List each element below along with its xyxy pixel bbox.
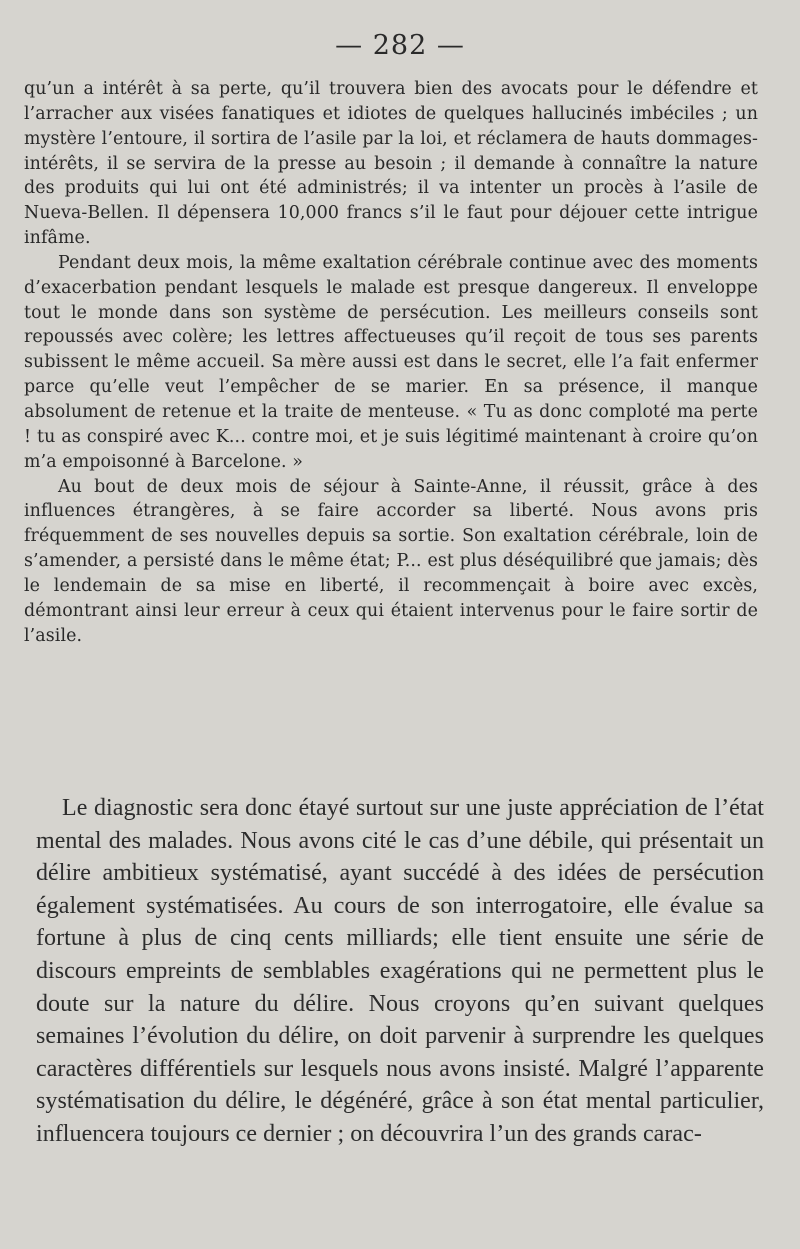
main-paragraph: Le diagnostic sera donc étayé surtout sur une juste appréciation de l’état mental des malades. Nous avons cité le cas d’une débile, qui présentait un délire ambitieux systématisé, ayant succédé à des idées de persécution également systématisées. Au cours de son interrogatoire, elle évalue sa fortune à plus de cinq cents milliards; elle tient ensuite une série de discours empreints de semblables exagérations qui ne permettent plus le doute sur la nature du délire. Nous croyons qu’en suivant quelques semaines l’évolution du délire, on doit parvenir à surprendre les quelques caractères différentiels sur lesquels nous avons insisté. Malgré l’apparente systématisation du délire, le dégénéré, grâce à son état mental particulier, influencera toujours ce dernier ; on découvrira l’un des grands carac- (36, 795, 764, 1147)
case-paragraph-3: Au bout de deux mois de séjour à Sainte-Anne, il réussit, grâce à des influences étrangères, à se faire accorder sa liberté. Nous avons pris fréquemment de ses nouvelles depuis sa sortie. Son exaltation cérébrale, loin de s’amender, a persisté dans le même état; P... est plus déséquilibré que jamais; dès le lendemain de sa mise en liberté, il recommençait à boire avec excès, démontrant ainsi leur erreur à ceux qui étaient intervenus pour le faire sortir de l’asile. (24, 476, 758, 646)
case-paragraph-1: qu’un a intérêt à sa perte, qu’il trouvera bien des avocats pour le défendre et l’arracher aux visées fanatiques et idiotes de quelques hallucinés imbéciles ; un mystère l’entoure, il sortira de l’asile par la loi, et réclamera de hauts dommages-intérêts, il se servira de la presse au besoin ; il demande à connaître la nature des produits qui lui ont été administrés; il va intenter un procès à l’asile de Nueva-Bellen. Il dépensera 10,000 francs s’il le faut pour déjouer cette intrigue infâme. (24, 79, 758, 249)
page-number: — 282 — (335, 30, 465, 61)
case-report-block (24, 77, 758, 648)
case-paragraph-2: Pendant deux mois, la même exaltation cérébrale continue avec des moments d’exacerbation pendant lesquels le malade est presque dangereux. Il enveloppe tout le monde dans son système de persécution. Les meilleurs conseils sont repoussés avec colère; les lettres affectueuses qu’il reçoit de tous ses parents subissent le même accueil. Sa mère aussi est dans le secret, elle l’a fait enfermer parce qu’elle veut l’empêcher de se marier. En sa présence, il manque absolument de retenue et la traite de menteuse. « Tu as donc comploté ma perte ! tu as conspiré avec K... contre moi, et je suis légitimé maintenant à croire qu’on m’a empoisonné à Barcelone. » (24, 252, 758, 472)
main-text-block (36, 792, 764, 1151)
